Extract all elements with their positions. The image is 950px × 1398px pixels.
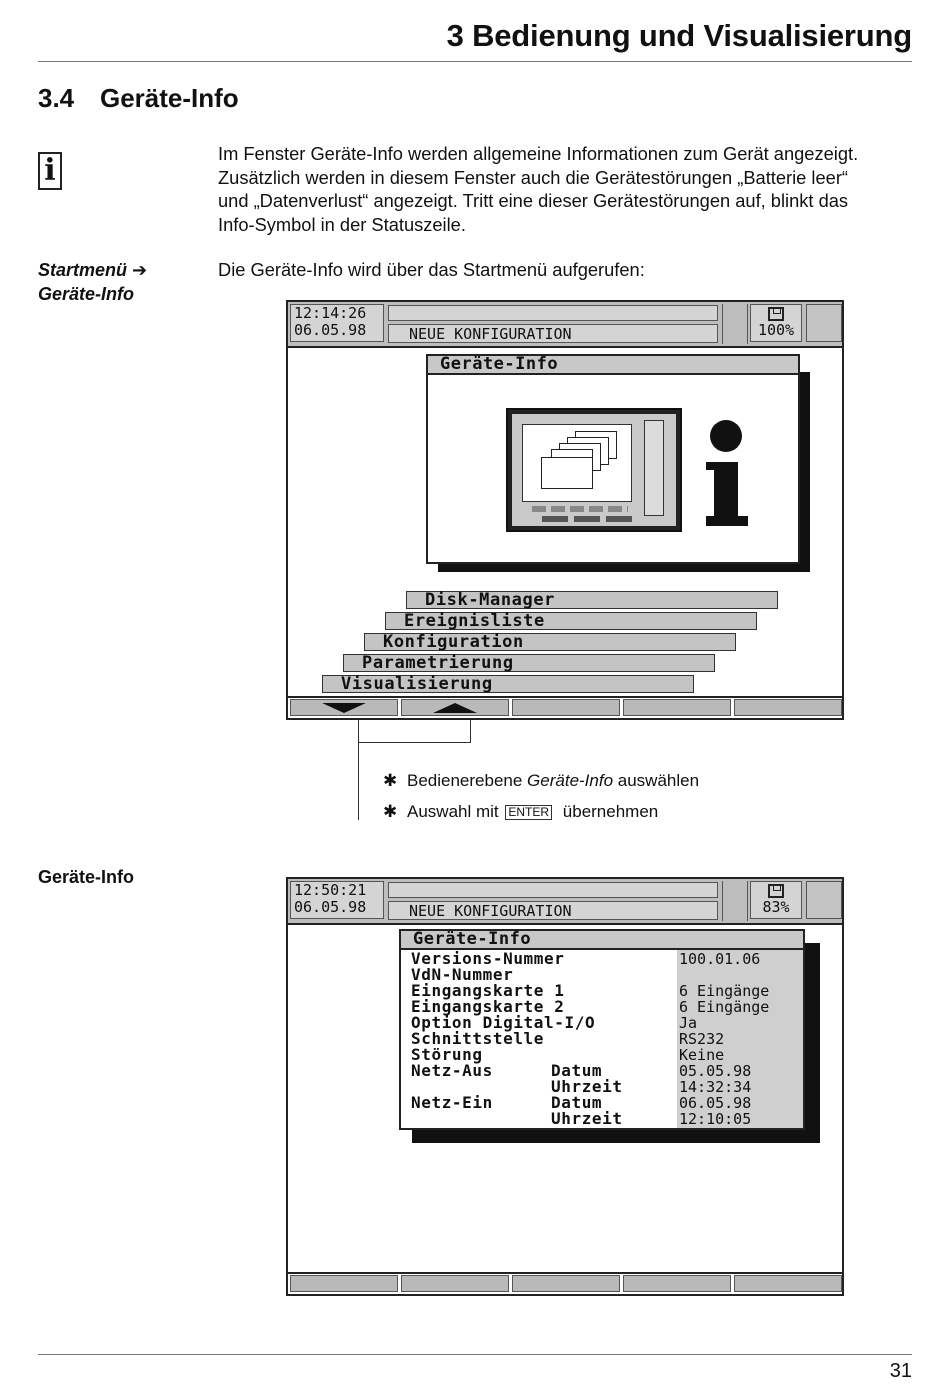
softkey-1[interactable] [290,1275,398,1292]
row-sublabel: Datum [551,1061,603,1080]
callout-line [358,742,471,743]
softkey-5[interactable] [734,1275,842,1292]
device-info-window [399,929,805,1130]
disk-icon [768,884,784,898]
row-sublabel: Datum [551,1093,603,1112]
menu-item-parametrierung[interactable]: Parametrierung [343,654,715,672]
config-name: NEUE KONFIGURATION [388,324,718,343]
memory-status [750,304,802,342]
menu-item-disk-manager[interactable]: Disk-Manager [406,591,778,609]
row-value: 06.05.98 [679,1094,752,1112]
date: 06.05.98 [294,321,367,339]
window-title: Geräte-Info [428,356,798,375]
instruction-step-2 [383,802,658,822]
row-value: 100.01.06 [679,950,761,968]
key-row [542,516,632,522]
memory-percent: 100% [757,321,795,339]
margin-note-startmenu [38,258,147,306]
instruction-step-1 [383,771,699,791]
status-slot [806,304,842,342]
section-number: 3.4 [38,83,75,113]
paragraph-line: und „Datenverlust“ angezeigt. Tritt eine dieser Gerätestörungen auf, blinkt das [218,190,849,211]
startmenu-intro: Die Geräte-Info wird über das Startmenü aufgerufen: [218,259,645,280]
step-text: Auswahl mit [407,802,499,821]
menu-item-visualisierung[interactable]: Visualisierung [322,675,694,693]
margin-note-line: Startmenü ➔ [38,260,148,280]
row-value: RS232 [679,1030,725,1048]
step-text: Bedienerebene [407,771,528,790]
softkey-3[interactable] [512,1275,620,1292]
disk-icon [768,307,784,321]
clock [290,304,384,342]
device-info-table [401,950,803,1128]
memory-percent: 83% [762,898,790,916]
row-value: 6 Eingänge [679,998,770,1016]
softkey-3[interactable] [512,699,620,716]
monitor-bezel [512,414,676,526]
softkey-4[interactable] [623,1275,731,1292]
row-value: 05.05.98 [679,1062,752,1080]
row-value: 12:10:05 [679,1110,752,1128]
row-label: VdN-Nummer [411,965,514,984]
time: 12:14:26 [294,304,367,322]
row-value: 14:32:34 [679,1078,752,1096]
status-slot [806,881,842,919]
row-value: Keine [679,1046,725,1064]
softkey-bar [288,696,842,718]
page-number: 31 [889,1360,912,1382]
row-label: Netz-Ein [411,1093,493,1112]
scroll-indicator [644,420,664,516]
window-title: Geräte-Info [401,931,803,950]
step-text: auswählen [613,771,700,790]
screen-device-info [286,877,844,1296]
step-emphasis: Geräte-Info [527,771,614,790]
status-bar [288,879,842,925]
softkey-2[interactable] [401,1275,509,1292]
intro-paragraph [218,142,918,236]
paragraph-line: Info-Symbol in der Statuszeile. [218,213,466,235]
large-info-icon [706,462,750,532]
softkey-down[interactable] [290,699,398,716]
status-track [388,305,718,321]
chapter-title: 3 Bedienung und Visualisierung [446,18,912,53]
info-icon: i [38,152,62,190]
row-label: Eingangskarte 1 [411,981,565,1000]
section-title-text: Geräte-Info [100,83,239,113]
margin-note-device-info: Geräte-Info [38,867,135,887]
status-separator [722,881,748,921]
row-label: Versions-Nummer [411,949,565,968]
paragraph-line: Im Fenster Geräte-Info werden allgemeine Informationen zum Gerät angezeigt. [218,143,859,164]
status-track [388,882,718,898]
row-label: Netz-Aus [411,1061,493,1080]
row-label: Option Digital-I/O [411,1013,596,1032]
row-sublabel: Uhrzeit [551,1109,623,1128]
device-info-window [426,354,800,564]
row-sublabel: Uhrzeit [551,1077,623,1096]
info-dot-icon [710,420,742,452]
asterisk-icon: ✱ [383,802,398,821]
header-rule [38,61,912,62]
softkey-up[interactable] [401,699,509,716]
softkey-bar [288,1272,842,1294]
arrow-up-icon [433,703,477,713]
time: 12:50:21 [294,881,367,899]
memory-status [750,881,802,919]
enter-key-icon: ENTER [505,805,552,820]
footer-rule [38,1354,912,1355]
row-value: 6 Eingänge [679,982,770,1000]
date: 06.05.98 [294,898,367,916]
led-row [532,506,628,512]
arrow-down-icon [322,703,366,713]
menu-item-ereignisliste[interactable]: Ereignisliste [385,612,757,630]
config-name: NEUE KONFIGURATION [388,901,718,920]
margin-note-line: Geräte-Info [38,284,135,304]
monitor-display [522,424,632,502]
callout-line [358,720,359,820]
table-row [411,1111,803,1127]
clock [290,881,384,919]
row-label: Störung [411,1045,483,1064]
row-label: Schnittstelle [411,1029,545,1048]
paragraph-line: Zusätzlich werden in diesem Fenster auch die Gerätestörungen „Batterie leer“ [218,166,848,188]
softkey-5[interactable] [734,699,842,716]
row-label: Eingangskarte 2 [411,997,565,1016]
callout-line [470,720,471,743]
status-separator [722,304,748,344]
screen-startmenu [286,300,844,720]
step-text: übernehmen [562,802,659,821]
softkey-4[interactable] [623,699,731,716]
window-stack-icon [541,457,593,489]
menu-item-konfiguration[interactable]: Konfiguration [364,633,736,651]
section-title [38,83,239,114]
monitor-illustration [506,408,682,532]
row-value: Ja [679,1014,698,1032]
status-bar [288,302,842,348]
asterisk-icon: ✱ [383,771,398,790]
